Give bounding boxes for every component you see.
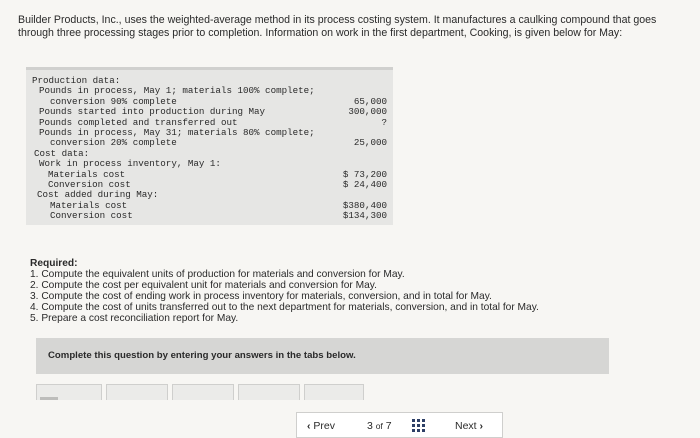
chevron-right-icon: ›	[479, 420, 484, 432]
of-label: of	[375, 421, 383, 431]
required-item: 4. Compute the cost of units transferred out to the next department for materials, conversion, and in total for May.	[30, 302, 539, 314]
row-value: ?	[381, 116, 387, 128]
row-label: Cost data:	[34, 147, 90, 159]
prev-label: Prev	[313, 420, 336, 432]
table-row	[26, 211, 393, 221]
row-label: Pounds started into production during May	[39, 106, 266, 118]
row-label: Materials cost	[50, 199, 128, 211]
row-value: $380,400	[342, 199, 387, 211]
required-item: 5. Prepare a cost reconciliation report for May.	[30, 313, 239, 325]
row-value: $134,300	[342, 210, 387, 222]
row-value: $ 24,400	[342, 179, 387, 190]
row-label: Pounds completed and transferred out	[39, 116, 238, 128]
row-label: Pounds in process, May 31; materials 80% complete;	[39, 127, 315, 138]
required-item: 1. Compute the equivalent units of production for materials and conversion for May.	[30, 269, 405, 281]
required-section	[30, 258, 670, 325]
row-value: $ 73,200	[342, 168, 387, 180]
production-data-table	[26, 67, 393, 225]
next-button[interactable]	[455, 420, 483, 432]
row-label: Cost added during May:	[37, 189, 159, 201]
row-label: conversion 90% complete	[50, 95, 177, 107]
tab-indicator	[40, 397, 58, 400]
total-pages: 7	[385, 420, 392, 432]
table-top-band	[26, 67, 393, 70]
row-label: Conversion cost	[48, 179, 131, 190]
prev-button[interactable]	[307, 420, 335, 432]
question-pager	[296, 412, 503, 438]
row-label: Materials cost	[48, 168, 126, 180]
row-value: 65,000	[353, 95, 387, 107]
answer-tab[interactable]	[238, 384, 300, 400]
answer-tabs	[36, 380, 609, 400]
instruction-text: Complete this question by entering your answers in the tabs below.	[48, 350, 356, 361]
row-label: conversion 20% complete	[50, 137, 177, 149]
answer-tab[interactable]	[106, 384, 168, 400]
page-position	[367, 420, 392, 432]
problem-intro: Builder Products, Inc., uses the weighted-average method in its process costing system. It manufactures a caulking compound that goes through three processing stages prior to completion. Information on work in the first department, Cooking, is given below for May:	[18, 14, 657, 39]
required-item: 2. Compute the cost per equivalent unit for materials and conversion for May.	[30, 280, 377, 292]
required-heading: Required:	[30, 258, 78, 269]
row-value: 25,000	[353, 137, 387, 149]
answer-tab[interactable]	[172, 384, 234, 400]
next-label: Next	[455, 420, 477, 432]
row-label: Pounds in process, May 1; materials 100% complete;	[39, 85, 315, 97]
row-value: 300,000	[348, 106, 387, 118]
answer-tab[interactable]	[36, 384, 102, 400]
current-page: 3	[367, 420, 373, 432]
required-item: 3. Compute the cost of ending work in process inventory for materials, conversion, and in total for May.	[30, 291, 492, 303]
answer-tab[interactable]	[304, 384, 364, 400]
chevron-left-icon: ‹	[307, 420, 311, 432]
grid-icon[interactable]	[412, 419, 425, 432]
row-label: Work in process inventory, May 1:	[39, 158, 221, 170]
row-label: Conversion cost	[50, 210, 133, 222]
instruction-banner	[36, 338, 609, 374]
row-label: Production data:	[32, 75, 121, 86]
